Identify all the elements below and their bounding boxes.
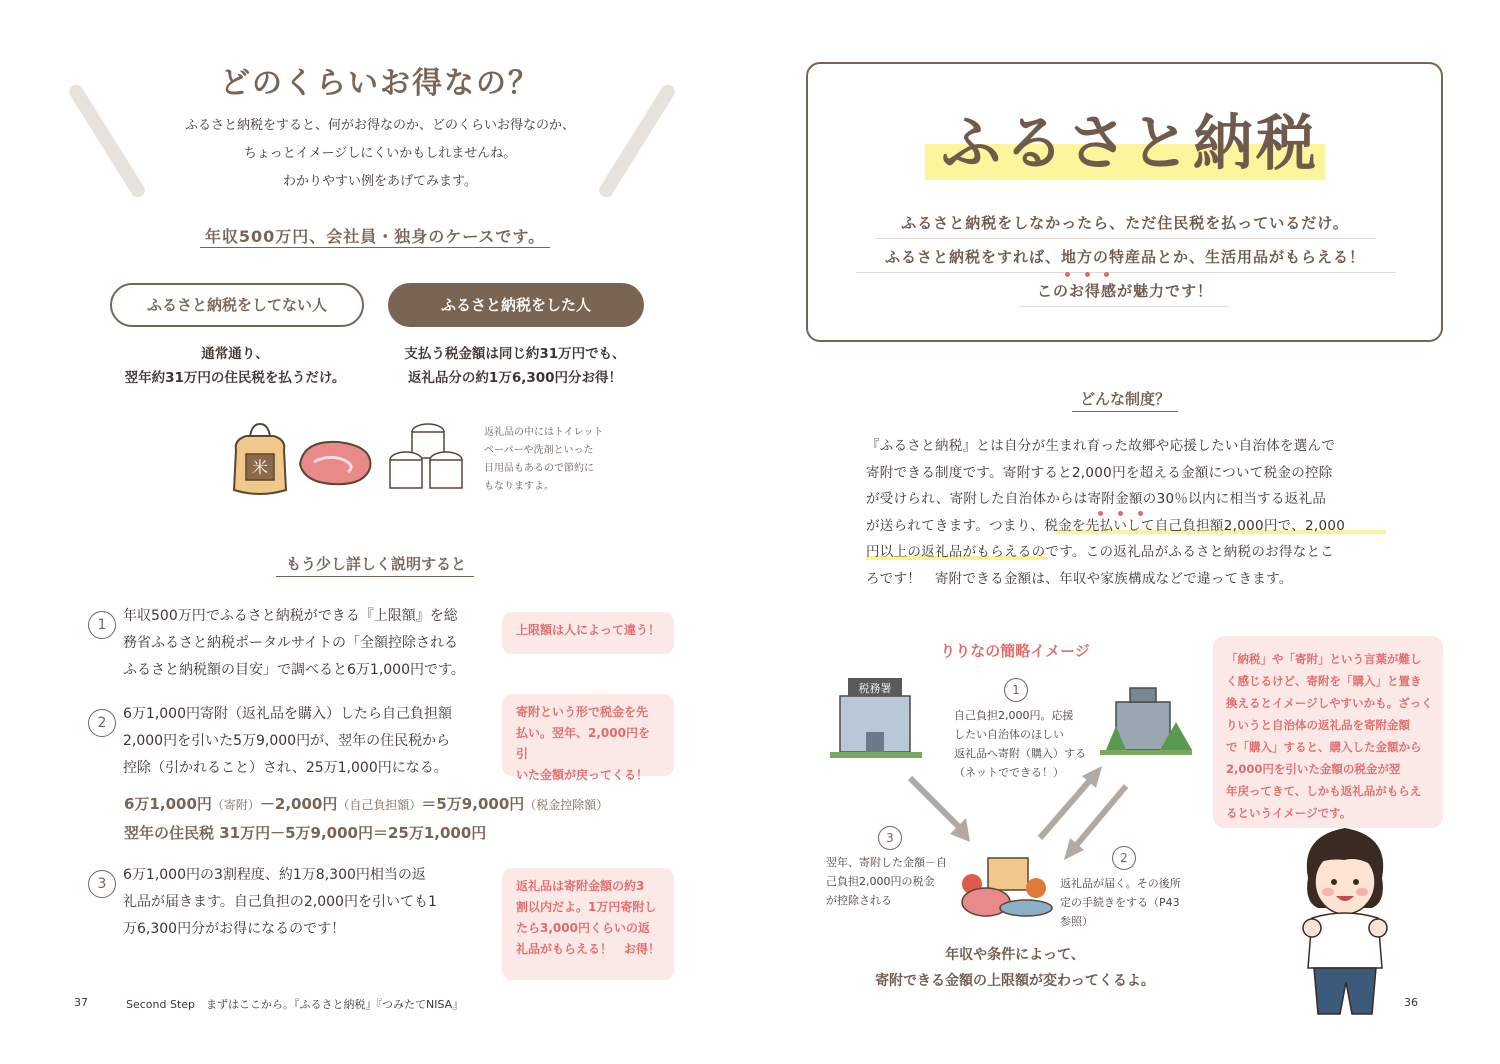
frame-line-2: ふるさと納税をすれば、地方の特産品とか、生活用品がもらえる！ [884,248,1365,266]
flow-step-1-number: 1 [1004,678,1028,702]
step-3-text: 6万1,000円の3割程度、約1万8,300円相当の返 礼品が届きます。自己負担の2,000円を引いても1 万6,300円分がお得になるのです！ [123,867,437,937]
step-3-bubble: 返礼品は寄附金額の約3 割以内だよ。1万円寄附し たら3,000円くらいの返 礼品がもらえる！ お得！ [502,868,674,980]
decorative-slash-left [67,82,148,200]
with-description: 支払う税金額は同じ約31万円でも、 返礼品分の約1万6,300円分お得！ [404,346,626,386]
rice-label: 米 [251,458,269,477]
frame-line-3: このお得感が魅力です！ [1036,282,1213,300]
frame-line-2-rule [856,272,1396,273]
right-page-title: ふるさと納税 [941,109,1319,179]
gift-note: 返礼品の中にはトイレット ペーパーや洗剤といった 日用品もあるので節約に もなりますよ。 [484,427,604,492]
step-2-text: 6万1,000円寄附（返礼品を購入）したら自己負担額 2,000円を引いた5万9,000円が、翌年の住民税から 控除（引かれること）され、25万1,000円になる。 [123,706,452,776]
left-page-title: どのくらいお得なの？ [220,66,540,101]
character-illustration [1290,818,1400,1018]
emphasis-dot [1085,272,1090,277]
step-3-number: 3 [88,870,116,898]
flow-step-3-number: 3 [878,826,902,850]
emphasis-dot [1065,272,1070,277]
frame-line-3-rule [1020,306,1228,307]
detail-heading: もう少し詳しく説明すると [285,555,466,573]
meat-icon [300,442,370,484]
case-heading-underline [200,247,550,248]
system-heading-underline [1072,411,1178,412]
step-1-number: 1 [88,611,116,639]
frame-line-1: ふるさと納税をしなかったら、ただ住民税を払っているだけ。 [901,214,1349,232]
detail-heading-underline [276,576,474,577]
right-page-number: 36 [1404,996,1418,1009]
running-head: Second Step まずはここから。『ふるさと納税』『つみたてNISA』 [126,998,464,1011]
step-2-bubble: 寄附という形で税金を先 払い。翌年、2,000円を引 いた金額が戻ってくる！ [502,694,674,776]
step-1-bubble: 上限額は人によって違う！ [502,612,674,654]
system-heading: どんな制度？ [1079,390,1170,408]
bottom-message: 年収や条件によって、 寄附できる金額の上限額が変わってくるよ。 [875,947,1155,989]
step-2-number: 2 [88,709,116,737]
pill-with-furusato: ふるさと納税をした人 [388,283,644,327]
gift-pile-icon [962,858,1052,916]
case-heading: 年収500万円、会社員・独身のケースです。 [204,227,546,246]
image-heading: りりなの簡略イメージ [940,642,1090,660]
gift-illustrations [228,420,468,500]
formula [124,790,664,847]
toilet-paper-icon [390,424,462,488]
speech-bubble-text: 「納税」や「寄附」という言葉が難し く感じるけど、寄附を「購入」と置き 換えるとイメージしやすいかも。ざっく りいうと自治体の返礼品を寄附金額 で「購入」すると、購入した金額から 2,000円を引いた金額の税金が翌 年戻ってきて、しかも返礼品がもらえ るというイメージです。 [1226,652,1433,820]
frame-line-1-rule [876,238,1376,239]
intro-text: ふるさと納税をすると、何がお得なのか、どのくらいお得なのか、 ちょっとイメージしにくいかもしれませんね。 わかりやすい例をあげてみます。 [184,118,575,189]
city-hall-icon [1100,688,1192,755]
pill-without-furusato: ふるさと納税をしてない人 [110,283,364,327]
step-1-text: 年収500万円でふるさと納税ができる『上限額』を総 務省ふるさと納税ポータルサイトの「全額控除される ふるさと納税額の目安」で調べると6万1,000円です。 [123,608,465,678]
flow-step-2-text: 返礼品が届く。その後所 定の手続きをする（P43 参照） [1060,877,1181,928]
without-description: 通常通り、 翌年約31万円の住民税を払うだけ。 [124,346,346,386]
flow-step-1-text: 自己負担2,000円。応援 したい自治体のほしい 返礼品へ寄附（購入）する （ネットでできる！） [954,709,1086,779]
formula-line-2: 翌年の住民税 31万円－5万9,000円＝25万1,000円 [124,824,487,842]
formula-line-1: 6万1,000円（寄附）－2,000円（自己負担額）＝5万9,000円（税金控除額） [124,795,609,813]
rice-bag-icon [234,424,286,494]
left-page-number: 37 [74,996,88,1009]
flow-step-2-number: 2 [1112,846,1136,870]
tax-office-sign: 税務署 [858,682,892,695]
system-description: 『ふるさと納税』とは自分が生まれ育った故郷や応援したい自治体を選んで 寄附できる制度です。寄附すると2,000円を超える金額について税金の控除 が受けられ、寄附した自治体からは寄附金額の30％以内に相当する返礼品 が送られてきます。つまり、税金を先払いして自己負担額2,000円で、2,000 円以上の返礼品がもらえるのです。この返礼品がふるさと納税のお得なとこ ろです！ 寄附できる金額は、年収や家族構成などで違ってきます。 [866,438,1346,587]
tax-office-icon [830,678,922,758]
flow-step-3-text: 翌年、寄附した金額－自 己負担2,000円の税金 が控除される [826,856,947,907]
emphasis-dot [1104,272,1109,277]
